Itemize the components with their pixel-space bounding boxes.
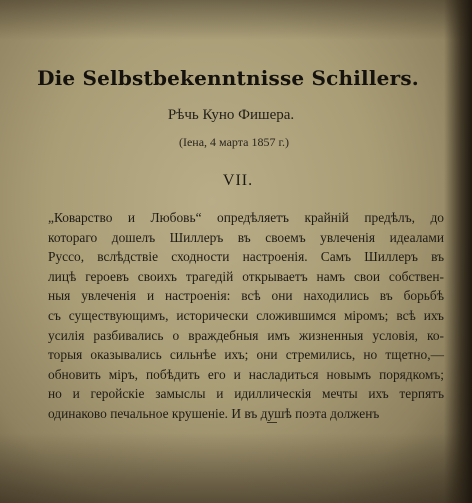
- bottom-rule: [267, 422, 277, 423]
- body-paragraph: [48, 208, 444, 424]
- text-line: Руссо, вслѣдствіе сходности настроенія. Самъ Шиллеръ въ: [48, 249, 444, 265]
- shadow-top: [0, 0, 472, 40]
- speech-subtitle: Рѣчь Куно Фишера.: [167, 107, 295, 123]
- chapter-number: VII.: [222, 172, 254, 189]
- dateline: (Iена, 4 марта 1857 г.): [178, 135, 290, 149]
- text-line: усилія разбивались о враждебныя имъ жизненныя условія, ко-: [48, 327, 444, 343]
- shadow-bottom: [0, 433, 472, 503]
- text-line: ныя увлеченія и настроенія: всѣ они находились въ борьбѣ: [48, 288, 444, 304]
- text-line: одинаково печальное крушеніе. И въ душѣ поэта долженъ: [48, 405, 380, 421]
- page-title: Die Selbstbekenntnisse Schillers.: [37, 66, 419, 90]
- binding-shadow: [444, 0, 472, 503]
- text-line: „Коварство и Любовь“ опредѣляетъ крайній предѣлъ, до: [48, 210, 444, 225]
- text-line: лицѣ героевъ своихъ трагедій открываетъ намъ свои собствен-: [48, 268, 444, 284]
- text-line: торыя оказывались сильнѣе ихъ; они стремились, но тщетно,—: [48, 347, 444, 363]
- text-line: но и геройскіе замыслы и идиллическія мечты ихъ терпятъ: [48, 386, 444, 402]
- text-line: котораго дошелъ Шиллеръ въ своемъ увлеченія идеалами: [48, 229, 444, 245]
- text-line: обновить міръ, побѣдить его и насладиться новымъ порядкомъ;: [48, 366, 444, 382]
- text-line: съ существующимъ, исторически сложившимся міромъ; всѣ ихъ: [48, 307, 444, 323]
